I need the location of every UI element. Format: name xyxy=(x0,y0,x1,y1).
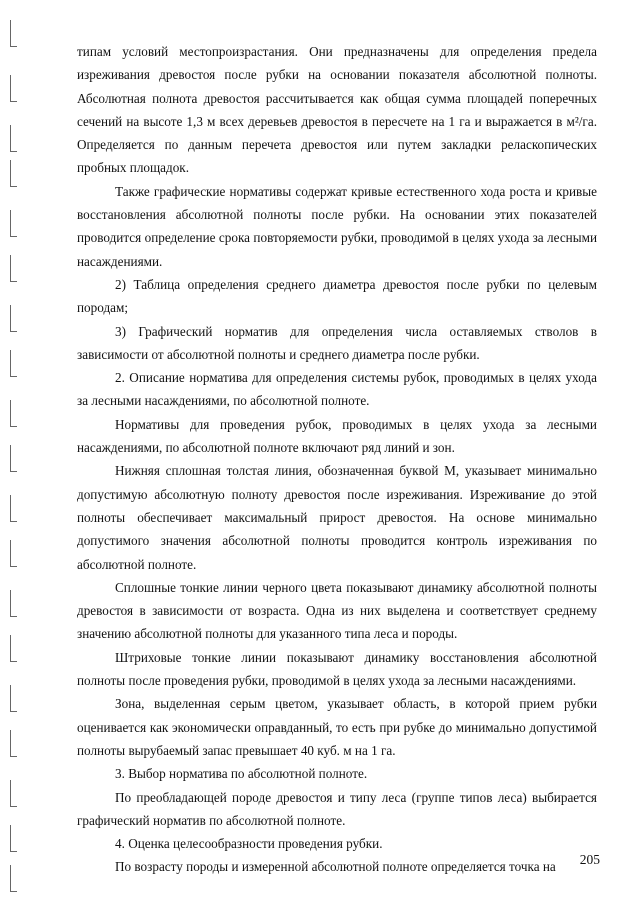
margin-mark xyxy=(10,685,17,712)
paragraph: Сплошные тонкие линии черного цвета показывают динамику абсолютной полноты древостоя в зависимости от возраста. Одна из них выделена и соответствует среднему значению абсолютной полноты для указанного типа леса и породы. xyxy=(77,579,597,642)
margin-mark xyxy=(10,825,17,852)
margin-mark xyxy=(10,635,17,662)
margin-mark xyxy=(10,865,17,892)
paragraph: По возрасту породы и измеренной абсолютной полноте определяется точка на xyxy=(115,859,556,875)
paragraph: Зона, выделенная серым цветом, указывает область, в которой прием рубки оценивается как экономически оправданный, то есть при рубке до минимально допустимой полноты вырубаемый запас превышает 40 куб. м на 1 га. xyxy=(77,696,597,758)
margin-mark xyxy=(10,780,17,807)
list-item: 2) Таблица определения среднего диаметра древостоя после рубки по целевым породам; xyxy=(77,276,597,316)
margin-mark xyxy=(10,445,17,472)
margin-mark xyxy=(10,350,17,377)
paragraph: Нормативы для проведения рубок, проводимых в целях ухода за лесными насаждениями, по абсолютной полноте включают ряд линий и зон. xyxy=(77,416,597,456)
paragraph: По преобладающей породе древостоя и типу леса (группе типов леса) выбирается графический норматив по абсолютной полноте. xyxy=(77,789,597,828)
margin-mark xyxy=(10,125,17,152)
paragraph: Штриховые тонкие линии показывают динамику восстановления абсолютной полноты после проведения рубки, проводимой в целях ухода за лесными насаждениями. xyxy=(77,649,597,689)
margin-mark xyxy=(10,540,17,567)
margin-mark xyxy=(10,305,17,332)
section-heading: 2. Описание норматива для определения системы рубок, проводимых в целях ухода за лесными насаждениями, по абсолютной полноте. xyxy=(77,370,597,409)
margin-mark xyxy=(10,255,17,282)
margin-mark xyxy=(10,590,17,617)
section-heading: 3. Выбор норматива по абсолютной полноте. xyxy=(115,766,368,782)
margin-mark xyxy=(10,730,17,757)
section-heading: 4. Оценка целесообразности проведения рубки. xyxy=(115,836,383,852)
page-number: 205 xyxy=(579,852,600,867)
margin-mark xyxy=(10,210,17,237)
margin-mark xyxy=(10,20,17,47)
margin-mark xyxy=(10,400,17,427)
paragraph: Нижняя сплошная толстая линия, обозначенная буквой М, указывает минимально допустимую абсолютную полноту древостоя после изреживания. Изреживание до этой полноты обеспечивает максимальный прирост древостоя. На основе минимально допустимого значения абсолютной полноты проводится контроль изреживания по абсолютной полноте. xyxy=(77,463,597,572)
page-body-text xyxy=(77,40,597,879)
paragraph-continuation: типам условий местопроизрастания. Они предназначены для определения предела изреживания древостоя после рубки на основании показателя абсолютной полноты. Абсолютная полнота древостоя рассчитывается как общая сумма площадей поперечных сечений на высоте 1,3 м всех деревьев древостоя в пересчете на 1 га и выражается в м²/га. Определяется по данным перечета древостоя или путем закладки реласкопических пробных площадок. xyxy=(77,44,597,176)
paragraph: Также графические нормативы содержат кривые естественного хода роста и кривые восстановления абсолютной полноты после рубки. На основании этих показателей проводится определение срока повторяемости рубки, проводимой в целях ухода за лесными насаждениями. xyxy=(77,183,597,269)
margin-mark xyxy=(10,160,17,187)
scan-margin-marks xyxy=(0,0,30,905)
margin-mark xyxy=(10,75,17,102)
margin-mark xyxy=(10,495,17,522)
list-item: 3) Графический норматив для определения числа оставляемых стволов в зависимости от абсолютной полноты и среднего диаметра после рубки. xyxy=(77,323,597,362)
